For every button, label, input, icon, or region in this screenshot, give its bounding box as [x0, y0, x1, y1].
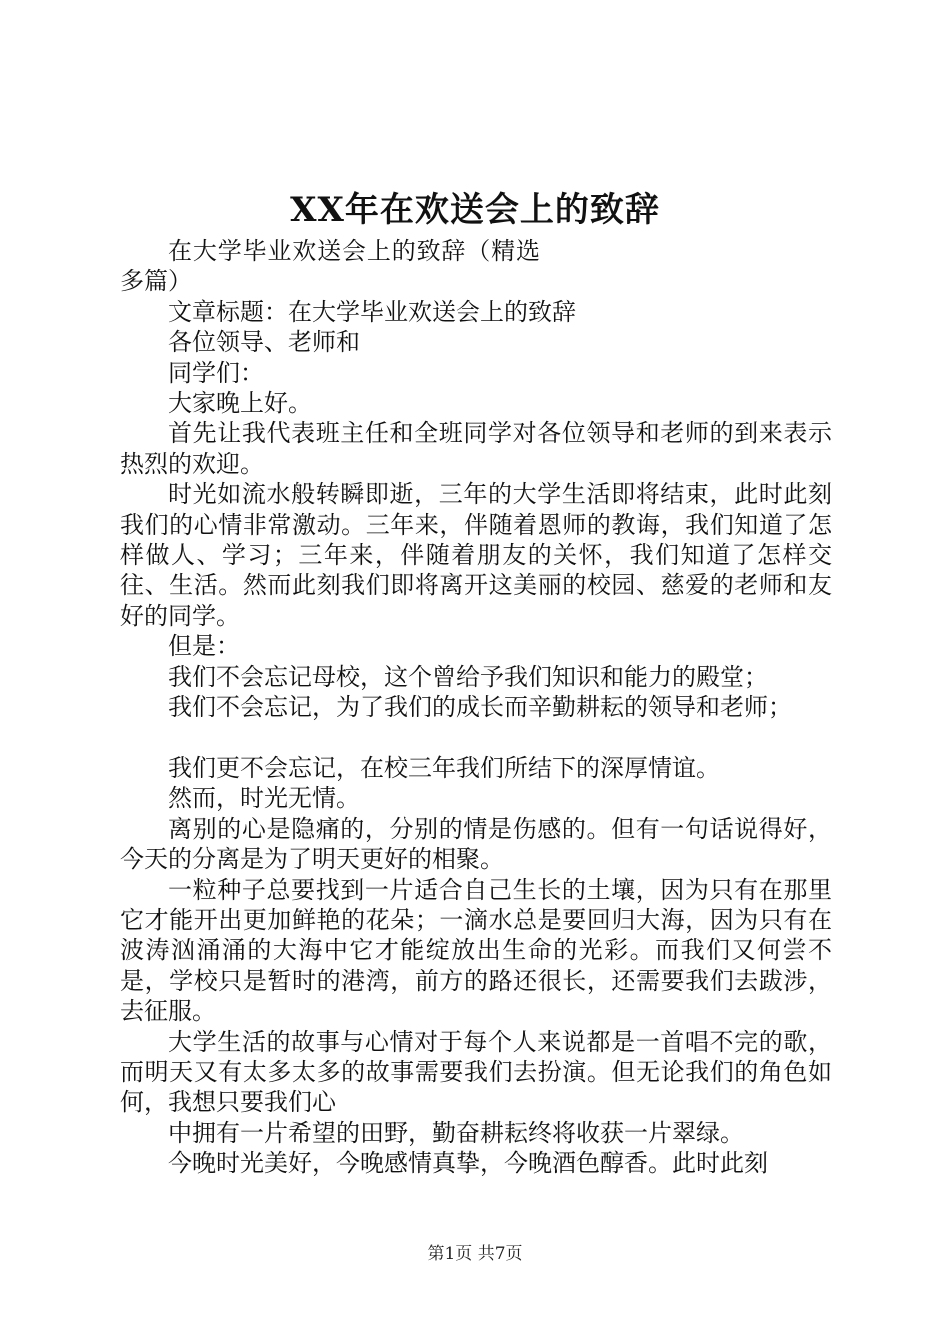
paragraph-hope-field: 中拥有一片希望的田野，勤奋耕耘终将收获一片翠绿。 [168, 1118, 744, 1147]
paragraph-welcome: 首先让我代表班主任和全班同学对各位领导和老师的到来表示热烈的欢迎。 [120, 419, 832, 478]
blank-line [120, 723, 832, 753]
page-footer: 第1页 共7页 [427, 1244, 523, 1264]
document-body [120, 236, 832, 1179]
paragraph-salutation-1: 各位领导、老师和 [168, 328, 360, 357]
paragraph-college-story: 大学生活的故事与心情对于每个人来说都是一首唱不完的歌，而明天又有太多太多的故事需要我们去扮演。但无论我们的角色如何，我想只要我们心 [120, 1027, 832, 1117]
paragraph-article-title: 文章标题：在大学毕业欢送会上的致辞 [168, 297, 576, 326]
paragraph-tonight: 今晚时光美好，今晚感情真挚，今晚酒色醇香。此时此刻 [168, 1149, 768, 1178]
paragraph-not-forget-school: 我们不会忘记母校，这个曾给予我们知识和能力的殿堂； [168, 662, 768, 691]
paragraph-seed: 一粒种子总要找到一片适合自己生长的土壤，因为只有在那里它才能开出更加鲜艳的花朵；一滴水总是要回归大海，因为只有在波涛汹涌涌的大海中它才能绽放出生命的光彩。而我们又何尝不是，学校只是暂时的港湾，前方的路还很长，还需要我们去跋涉，去征服。 [120, 875, 832, 1026]
paragraph-but: 但是： [168, 632, 240, 661]
paragraph-subtitle: 在大学毕业欢送会上的致辞（精选多篇） [120, 237, 540, 296]
document-title: XX年在欢送会上的致辞 [290, 190, 660, 230]
paragraph-time-flows: 时光如流水般转瞬即逝，三年的大学生活即将结束，此时此刻我们的心情非常激动。三年来，伴随着恩师的教诲，我们知道了怎样做人、学习；三年来，伴随着朋友的关怀，我们知道了怎样交往、生活。然而此刻我们即将离开这美丽的校园、慈爱的老师和友好的同学。 [120, 480, 832, 630]
paragraph-not-forget-friendship: 我们更不会忘记，在校三年我们所结下的深厚情谊。 [168, 753, 720, 782]
paragraph-greeting: 大家晚上好。 [168, 389, 312, 418]
paragraph-salutation-2: 同学们： [168, 358, 264, 387]
paragraph-time-heartless: 然而，时光无情。 [168, 784, 360, 813]
paragraph-not-forget-teachers: 我们不会忘记，为了我们的成长而辛勤耕耘的领导和老师； [168, 693, 792, 722]
paragraph-parting: 离别的心是隐痛的，分别的情是伤感的。但有一句话说得好，今天的分离是为了明天更好的相聚。 [120, 814, 832, 874]
